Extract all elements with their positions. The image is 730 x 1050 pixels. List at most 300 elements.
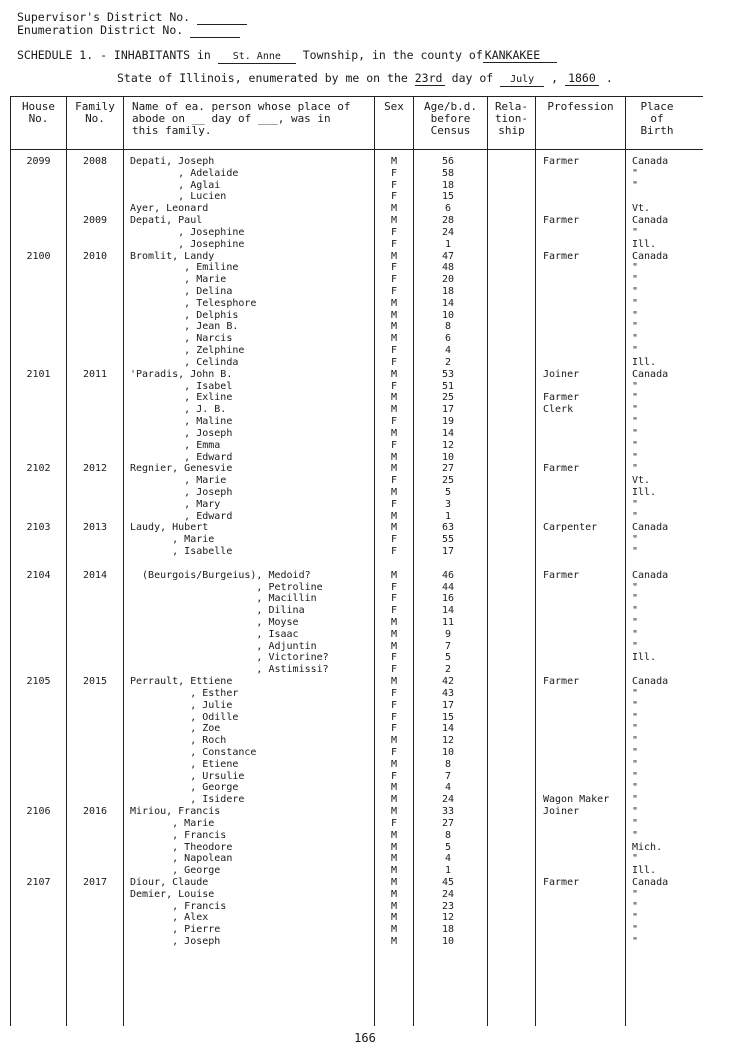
person-birthplace: Ill. (632, 865, 657, 877)
person-name: , Alex (130, 912, 209, 924)
person-birthplace: " (632, 463, 639, 475)
person-sex: F (390, 179, 398, 191)
census-month: July (500, 73, 544, 87)
col-rule (487, 96, 488, 1026)
person-birthplace: " (632, 817, 639, 829)
state-line: State of Illinois, enumerated by me on the 23rd day of July , 1860 . (117, 71, 613, 85)
person-sex: M (390, 463, 398, 475)
person-profession: Carpenter (543, 522, 598, 534)
col-header-sex: Sex (384, 100, 404, 113)
person-age: 11 (441, 616, 455, 628)
person-name: , Zoe (130, 723, 221, 735)
person-age: 33 (441, 806, 455, 818)
person-name: , George (130, 865, 221, 877)
person-sex: F (390, 770, 398, 782)
person-name: , Maline (130, 416, 233, 428)
person-name: , Etiene (130, 758, 239, 770)
person-birthplace: " (632, 758, 639, 770)
person-sex: M (390, 404, 398, 416)
person-age: 42 (441, 676, 455, 688)
person-birthplace: " (632, 605, 639, 617)
person-profession: Farmer (543, 250, 580, 262)
person-name: , Exline (130, 392, 233, 404)
person-age: 28 (441, 215, 455, 227)
person-age: 12 (441, 912, 455, 924)
person-name: , Astimissi? (130, 664, 329, 676)
person-name: , Joseph (130, 427, 233, 439)
person-sex: F (390, 416, 398, 428)
person-birthplace: " (632, 723, 639, 735)
person-sex: M (390, 794, 398, 806)
person-sex: M (390, 640, 398, 652)
person-name: , Constance (130, 747, 257, 758)
person-name: , Zelphine (130, 345, 245, 357)
person-age: 23 (441, 900, 455, 912)
person-name: , Jean B. (130, 321, 239, 333)
person-name: , Marie (130, 475, 227, 487)
person-sex: M (390, 297, 398, 309)
house-number: 2105 (26, 676, 51, 688)
person-age: 6 (444, 203, 452, 215)
person-sex: M (390, 936, 398, 948)
person-age: 27 (441, 463, 455, 475)
person-age: 20 (441, 274, 455, 286)
family-number: 2017 (82, 877, 108, 889)
person-sex: M (390, 392, 398, 404)
person-age: 17 (441, 546, 455, 558)
person-name: , Marie (130, 534, 215, 546)
person-profession: Farmer (543, 156, 580, 167)
person-name: (Beurgois/Burgeius), Medoid? (130, 569, 311, 581)
person-age: 15 (441, 191, 455, 203)
person-sex: F (390, 581, 398, 593)
person-age: 16 (441, 593, 455, 605)
person-age: 51 (441, 380, 455, 392)
person-age: 2 (444, 356, 452, 368)
person-birthplace: " (632, 167, 639, 179)
person-name: , Petroline (130, 581, 323, 593)
person-age: 4 (444, 782, 452, 794)
person-profession: Clerk (543, 404, 574, 416)
person-birthplace: " (632, 179, 639, 191)
person-sex: M (390, 368, 398, 380)
family-number: 2013 (82, 522, 108, 534)
person-profession: Joiner (543, 806, 580, 818)
house-number: 2107 (26, 877, 51, 889)
person-sex: F (390, 723, 398, 735)
person-name: , Odille (130, 711, 239, 723)
person-profession: Farmer (543, 215, 580, 227)
person-name: , Joseph (130, 486, 233, 498)
person-birthplace: " (632, 711, 639, 723)
person-name: , Celinda (130, 356, 239, 368)
person-birthplace: " (632, 274, 639, 286)
person-birthplace: Ill. (632, 238, 657, 250)
person-age: 8 (444, 829, 452, 841)
person-name: , Marie (130, 274, 227, 286)
person-name: , Napolean (130, 853, 233, 865)
supervisor-district-blank (197, 11, 247, 25)
person-name: , Joseph (130, 936, 221, 948)
person-birthplace: Canada (632, 156, 669, 167)
person-profession: Farmer (543, 392, 580, 404)
enumeration-district-line (17, 24, 240, 38)
person-name: , Julie (130, 699, 233, 711)
person-name: Depati, Paul (130, 215, 203, 227)
person-age: 12 (441, 735, 455, 747)
person-sex: F (390, 534, 398, 546)
township-value: St. Anne (218, 50, 296, 64)
person-birthplace: Ill. (632, 486, 657, 498)
person-name: , Theodore (130, 841, 233, 853)
person-sex: F (390, 356, 398, 368)
person-sex: M (390, 616, 398, 628)
person-name: Bromlit, Landy (130, 250, 215, 262)
page-number: 166 (354, 1031, 376, 1045)
person-birthplace: " (632, 747, 639, 758)
person-sex: M (390, 215, 398, 227)
person-birthplace: Canada (632, 676, 669, 688)
person-sex: M (390, 203, 398, 215)
person-age: 46 (441, 569, 455, 581)
person-age: 18 (441, 286, 455, 298)
person-sex: M (390, 309, 398, 321)
person-age: 18 (441, 924, 455, 936)
person-age: 55 (441, 534, 455, 546)
person-age: 14 (441, 427, 455, 439)
person-age: 25 (441, 475, 455, 487)
person-name: , Isaac (130, 628, 299, 640)
col-rule (535, 96, 536, 1026)
person-name: , Josephine (130, 238, 245, 250)
person-birthplace: Canada (632, 250, 669, 262)
person-name: , Emiline (130, 262, 239, 274)
person-age: 58 (441, 167, 455, 179)
person-birthplace: " (632, 806, 639, 818)
person-name: , Delina (130, 286, 233, 298)
person-sex: F (390, 747, 398, 758)
person-age: 45 (441, 877, 455, 889)
person-name: , Emma (130, 439, 221, 451)
person-sex: M (390, 924, 398, 936)
person-name: Diour, Claude (130, 877, 209, 889)
person-sex: M (390, 333, 398, 345)
person-birthplace: " (632, 616, 639, 628)
person-age: 24 (441, 888, 455, 900)
person-sex: M (390, 782, 398, 794)
person-sex: F (390, 226, 398, 238)
person-age: 19 (441, 416, 455, 428)
person-age: 5 (444, 652, 452, 664)
person-name: , Edward (130, 510, 233, 522)
person-age: 24 (441, 226, 455, 238)
person-name: , Victorine? (130, 652, 329, 664)
person-birthplace: " (632, 782, 639, 794)
person-birthplace: " (632, 687, 639, 699)
person-name: , Francis (130, 900, 227, 912)
person-sex: M (390, 735, 398, 747)
person-sex: F (390, 593, 398, 605)
person-birthplace: " (632, 640, 639, 652)
person-birthplace: Canada (632, 522, 669, 534)
person-sex: M (390, 888, 398, 900)
person-age: 3 (444, 498, 452, 510)
person-name: , Ursulie (130, 770, 245, 782)
person-birthplace: " (632, 735, 639, 747)
person-sex: F (390, 262, 398, 274)
person-sex: M (390, 912, 398, 924)
person-sex: F (390, 664, 398, 676)
person-birthplace: Ill. (632, 356, 657, 368)
enumeration-district-label: Enumeration District No. (17, 23, 184, 37)
person-birthplace: " (632, 546, 639, 558)
person-name: , Pierre (130, 924, 221, 936)
person-birthplace: " (632, 593, 639, 605)
person-sex: M (390, 321, 398, 333)
person-age: 10 (441, 451, 455, 463)
person-name: , Francis (130, 829, 227, 841)
person-age: 47 (441, 250, 455, 262)
table-top-rule (10, 96, 703, 97)
person-sex: M (390, 451, 398, 463)
house-number: 2101 (26, 368, 51, 380)
person-age: 15 (441, 711, 455, 723)
person-sex: M (390, 427, 398, 439)
person-birthplace: " (632, 404, 639, 416)
person-sex: F (390, 274, 398, 286)
person-age: 7 (444, 770, 452, 782)
person-name: , Adelaide (130, 167, 239, 179)
person-profession: Joiner (543, 368, 580, 380)
person-profession: Wagon Maker (543, 794, 610, 806)
person-birthplace: " (632, 333, 639, 345)
person-name: , Narcis (130, 333, 233, 345)
person-birthplace: Canada (632, 368, 669, 380)
person-sex: M (390, 676, 398, 688)
family-number: 2011 (82, 368, 108, 380)
person-age: 17 (441, 404, 455, 416)
person-birthplace: " (632, 427, 639, 439)
person-age: 17 (441, 699, 455, 711)
person-sex: M (390, 841, 398, 853)
person-birthplace: " (632, 416, 639, 428)
person-birthplace: " (632, 345, 639, 357)
person-name: Miriou, Francis (130, 806, 221, 818)
person-name: , George (130, 782, 239, 794)
person-birthplace: Vt. (632, 475, 651, 487)
person-age: 48 (441, 262, 455, 274)
person-age: 10 (441, 936, 455, 948)
family-number: 2015 (82, 676, 108, 688)
person-name: Laudy, Hubert (130, 522, 209, 534)
person-birthplace: " (632, 226, 639, 238)
person-sex: F (390, 605, 398, 617)
col-rule (625, 96, 626, 1026)
house-number: 2103 (26, 522, 51, 534)
col-header-family: Family No. (75, 100, 115, 125)
supervisor-district-label: Supervisor's District No. (17, 10, 191, 24)
person-birthplace: " (632, 286, 639, 298)
house-number: 2099 (26, 156, 51, 167)
col-header-age: Age/b.d. before Census (424, 100, 477, 137)
person-name: , Macillin (130, 593, 317, 605)
person-age: 2 (444, 664, 452, 676)
family-number: 2014 (82, 569, 108, 581)
day-suffix: day of (451, 71, 494, 85)
person-birthplace: " (632, 498, 639, 510)
state-prefix: State of Illinois, enumerated by me on the (117, 71, 408, 85)
person-name: , Esther (130, 687, 239, 699)
person-sex: M (390, 156, 398, 167)
person-birthplace: " (632, 534, 639, 546)
person-birthplace: Canada (632, 877, 669, 889)
col-rule (123, 96, 124, 1026)
col-header-relationship: Rela- tion- ship (494, 100, 529, 137)
person-birthplace: " (632, 699, 639, 711)
person-name: Demier, Louise (130, 888, 215, 900)
person-birthplace: Canada (632, 215, 669, 227)
person-birthplace: " (632, 309, 639, 321)
person-sex: M (390, 877, 398, 889)
person-sex: F (390, 475, 398, 487)
person-sex: F (390, 439, 398, 451)
person-age: 4 (444, 345, 452, 357)
person-sex: F (390, 711, 398, 723)
schedule-line (17, 49, 557, 64)
family-number: 2012 (82, 463, 108, 475)
person-name: , Lucien (130, 191, 227, 203)
county-value: KANKAKEE (483, 49, 557, 63)
person-age: 7 (444, 640, 452, 652)
person-sex: F (390, 817, 398, 829)
enumeration-district-blank (190, 24, 240, 38)
person-profession: Farmer (543, 569, 580, 581)
person-sex: F (390, 699, 398, 711)
person-age: 5 (444, 841, 452, 853)
house-number: 2102 (26, 463, 51, 475)
person-sex: F (390, 286, 398, 298)
person-age: 27 (441, 817, 455, 829)
person-age: 4 (444, 853, 452, 865)
person-sex: F (390, 238, 398, 250)
person-sex: M (390, 569, 398, 581)
person-name: , Isidere (130, 794, 245, 806)
person-name: , Isabel (130, 380, 233, 392)
person-name: Regnier, Genesvie (130, 463, 233, 475)
person-name: , Telesphore (130, 297, 257, 309)
person-name: , Adjuntin (130, 640, 317, 652)
person-birthplace: " (632, 321, 639, 333)
person-birthplace: " (632, 628, 639, 640)
house-number: 2106 (26, 806, 51, 818)
person-birthplace: " (632, 794, 639, 806)
person-sex: F (390, 167, 398, 179)
person-sex: M (390, 510, 398, 522)
person-birthplace: " (632, 888, 639, 900)
col-header-profession: Profession (547, 100, 614, 113)
person-age: 8 (444, 321, 452, 333)
person-name: , Dilina (130, 605, 305, 617)
table-header-rule (10, 149, 703, 150)
person-name: , Isabelle (130, 546, 233, 558)
person-age: 12 (441, 439, 455, 451)
person-birthplace: Vt. (632, 203, 651, 215)
person-birthplace: " (632, 581, 639, 593)
person-birthplace: " (632, 510, 639, 522)
person-birthplace: " (632, 900, 639, 912)
person-birthplace: " (632, 829, 639, 841)
person-sex: M (390, 758, 398, 770)
person-age: 63 (441, 522, 455, 534)
person-name: , Josephine (130, 226, 245, 238)
person-name: Depati, Joseph (130, 156, 215, 167)
person-birthplace: " (632, 912, 639, 924)
person-name: , J. B. (130, 404, 227, 416)
person-sex: M (390, 853, 398, 865)
person-age: 5 (444, 486, 452, 498)
house-number: 2104 (26, 569, 51, 581)
person-sex: M (390, 865, 398, 877)
person-name: Ayer, Leonard (130, 203, 209, 215)
person-age: 8 (444, 758, 452, 770)
person-birthplace: " (632, 451, 639, 463)
person-name: Perrault, Ettiene (130, 676, 233, 688)
person-birthplace: " (632, 853, 639, 865)
person-birthplace: " (632, 297, 639, 309)
person-sex: M (390, 486, 398, 498)
person-birthplace: " (632, 392, 639, 404)
person-sex: M (390, 900, 398, 912)
person-sex: F (390, 191, 398, 203)
family-number: 2009 (82, 215, 108, 227)
schedule-prefix: SCHEDULE 1. - INHABITANTS in (17, 48, 211, 62)
person-birthplace: " (632, 936, 639, 948)
person-birthplace: Ill. (632, 652, 657, 664)
person-sex: F (390, 652, 398, 664)
person-name: , Aglai (130, 179, 221, 191)
family-number: 2016 (82, 806, 108, 818)
family-number: 2010 (82, 250, 108, 262)
person-sex: F (390, 380, 398, 392)
person-sex: F (390, 498, 398, 510)
person-age: 14 (441, 723, 455, 735)
person-birthplace: " (632, 770, 639, 782)
person-name: , Roch (130, 735, 227, 747)
family-number: 2008 (82, 156, 108, 167)
person-age: 44 (441, 581, 455, 593)
person-sex: M (390, 250, 398, 262)
person-sex: F (390, 687, 398, 699)
person-age: 24 (441, 794, 455, 806)
person-sex: M (390, 628, 398, 640)
census-year: 1860 (565, 72, 599, 86)
person-age: 25 (441, 392, 455, 404)
col-header-name: Name of ea. person whose place of abode on __ day of ___, was in this family. (132, 100, 351, 137)
person-birthplace: " (632, 924, 639, 936)
person-name: , Edward (130, 451, 233, 463)
person-age: 53 (441, 368, 455, 380)
person-profession: Farmer (543, 676, 580, 688)
person-age: 1 (444, 865, 452, 877)
person-sex: M (390, 522, 398, 534)
person-birthplace: Mich. (632, 841, 663, 853)
person-age: 6 (444, 333, 452, 345)
col-header-house: House No. (21, 100, 56, 125)
census-day: 23rd (415, 72, 445, 86)
person-profession: Farmer (543, 463, 580, 475)
person-sex: F (390, 546, 398, 558)
person-name: , Marie (130, 817, 215, 829)
